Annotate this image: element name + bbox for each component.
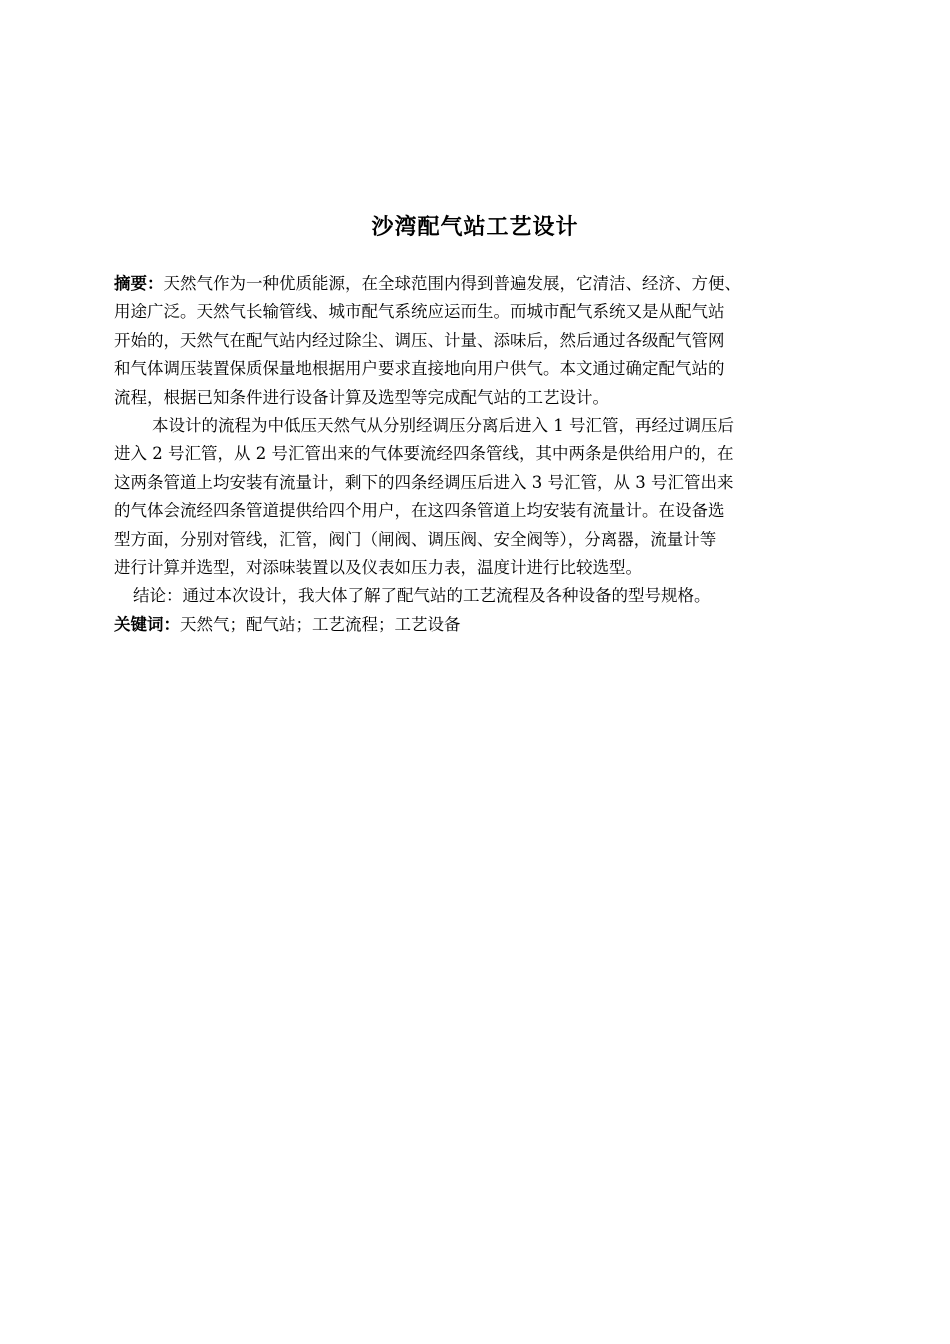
design-line-6: 进行计算并选型，对添味装置以及仪表如压力表，温度计进行比较选型。 — [114, 558, 642, 578]
design-line-2: 进入 2 号汇管，从 2 号汇管出来的气体要流经四条管线，其中两条是供给用户的，在 — [114, 444, 734, 464]
keywords-label: 关键词： — [114, 614, 180, 634]
design-line-5: 型方面，分别对管线，汇管，阀门（闸阀、调压阀、安全阀等），分离器，流量计等 — [114, 529, 717, 549]
abstract-line-1 — [114, 270, 849, 298]
abstract-line-5: 流程，根据已知条件进行设备计算及选型等完成配气站的工艺设计。 — [114, 387, 609, 407]
abstract-text: 天然气作为一种优质能源，在全球范围内得到普遍发展，它清洁、经济、方便、 — [163, 274, 741, 293]
keywords-text: 天然气；配气站；工艺流程；工艺设备 — [180, 614, 461, 634]
abstract-line-4: 和气体调压装置保质保量地根据用户要求直接地向用户供气。本文通过确定配气站的 — [114, 359, 725, 379]
abstract-body — [114, 270, 849, 639]
abstract-label: 摘要： — [114, 274, 164, 293]
keywords-line — [114, 611, 849, 639]
abstract-line-3: 开始的，天然气在配气站内经过除尘、调压、计量、添味后，然后通过各级配气管网 — [114, 330, 725, 350]
abstract-line-2: 用途广泛。天然气长输管线、城市配气系统应运而生。而城市配气系统又是从配气站 — [114, 302, 725, 322]
design-line-4: 的气体会流经四条管道提供给四个用户，在这四条管道上均安装有流量计。在设备选 — [114, 501, 725, 521]
conclusion-line: 结论：通过本次设计，我大体了解了配气站的工艺流程及各种设备的型号规格。 — [133, 586, 711, 606]
design-line-1: 本设计的流程为中低压天然气从分别经调压分离后进入 1 号汇管，再经过调压后 — [152, 416, 734, 436]
design-line-3: 这两条管道上均安装有流量计，剩下的四条经调压后进入 3 号汇管，从 3 号汇管出来 — [114, 472, 734, 492]
page-title: 沙湾配气站工艺设计 — [371, 214, 579, 240]
